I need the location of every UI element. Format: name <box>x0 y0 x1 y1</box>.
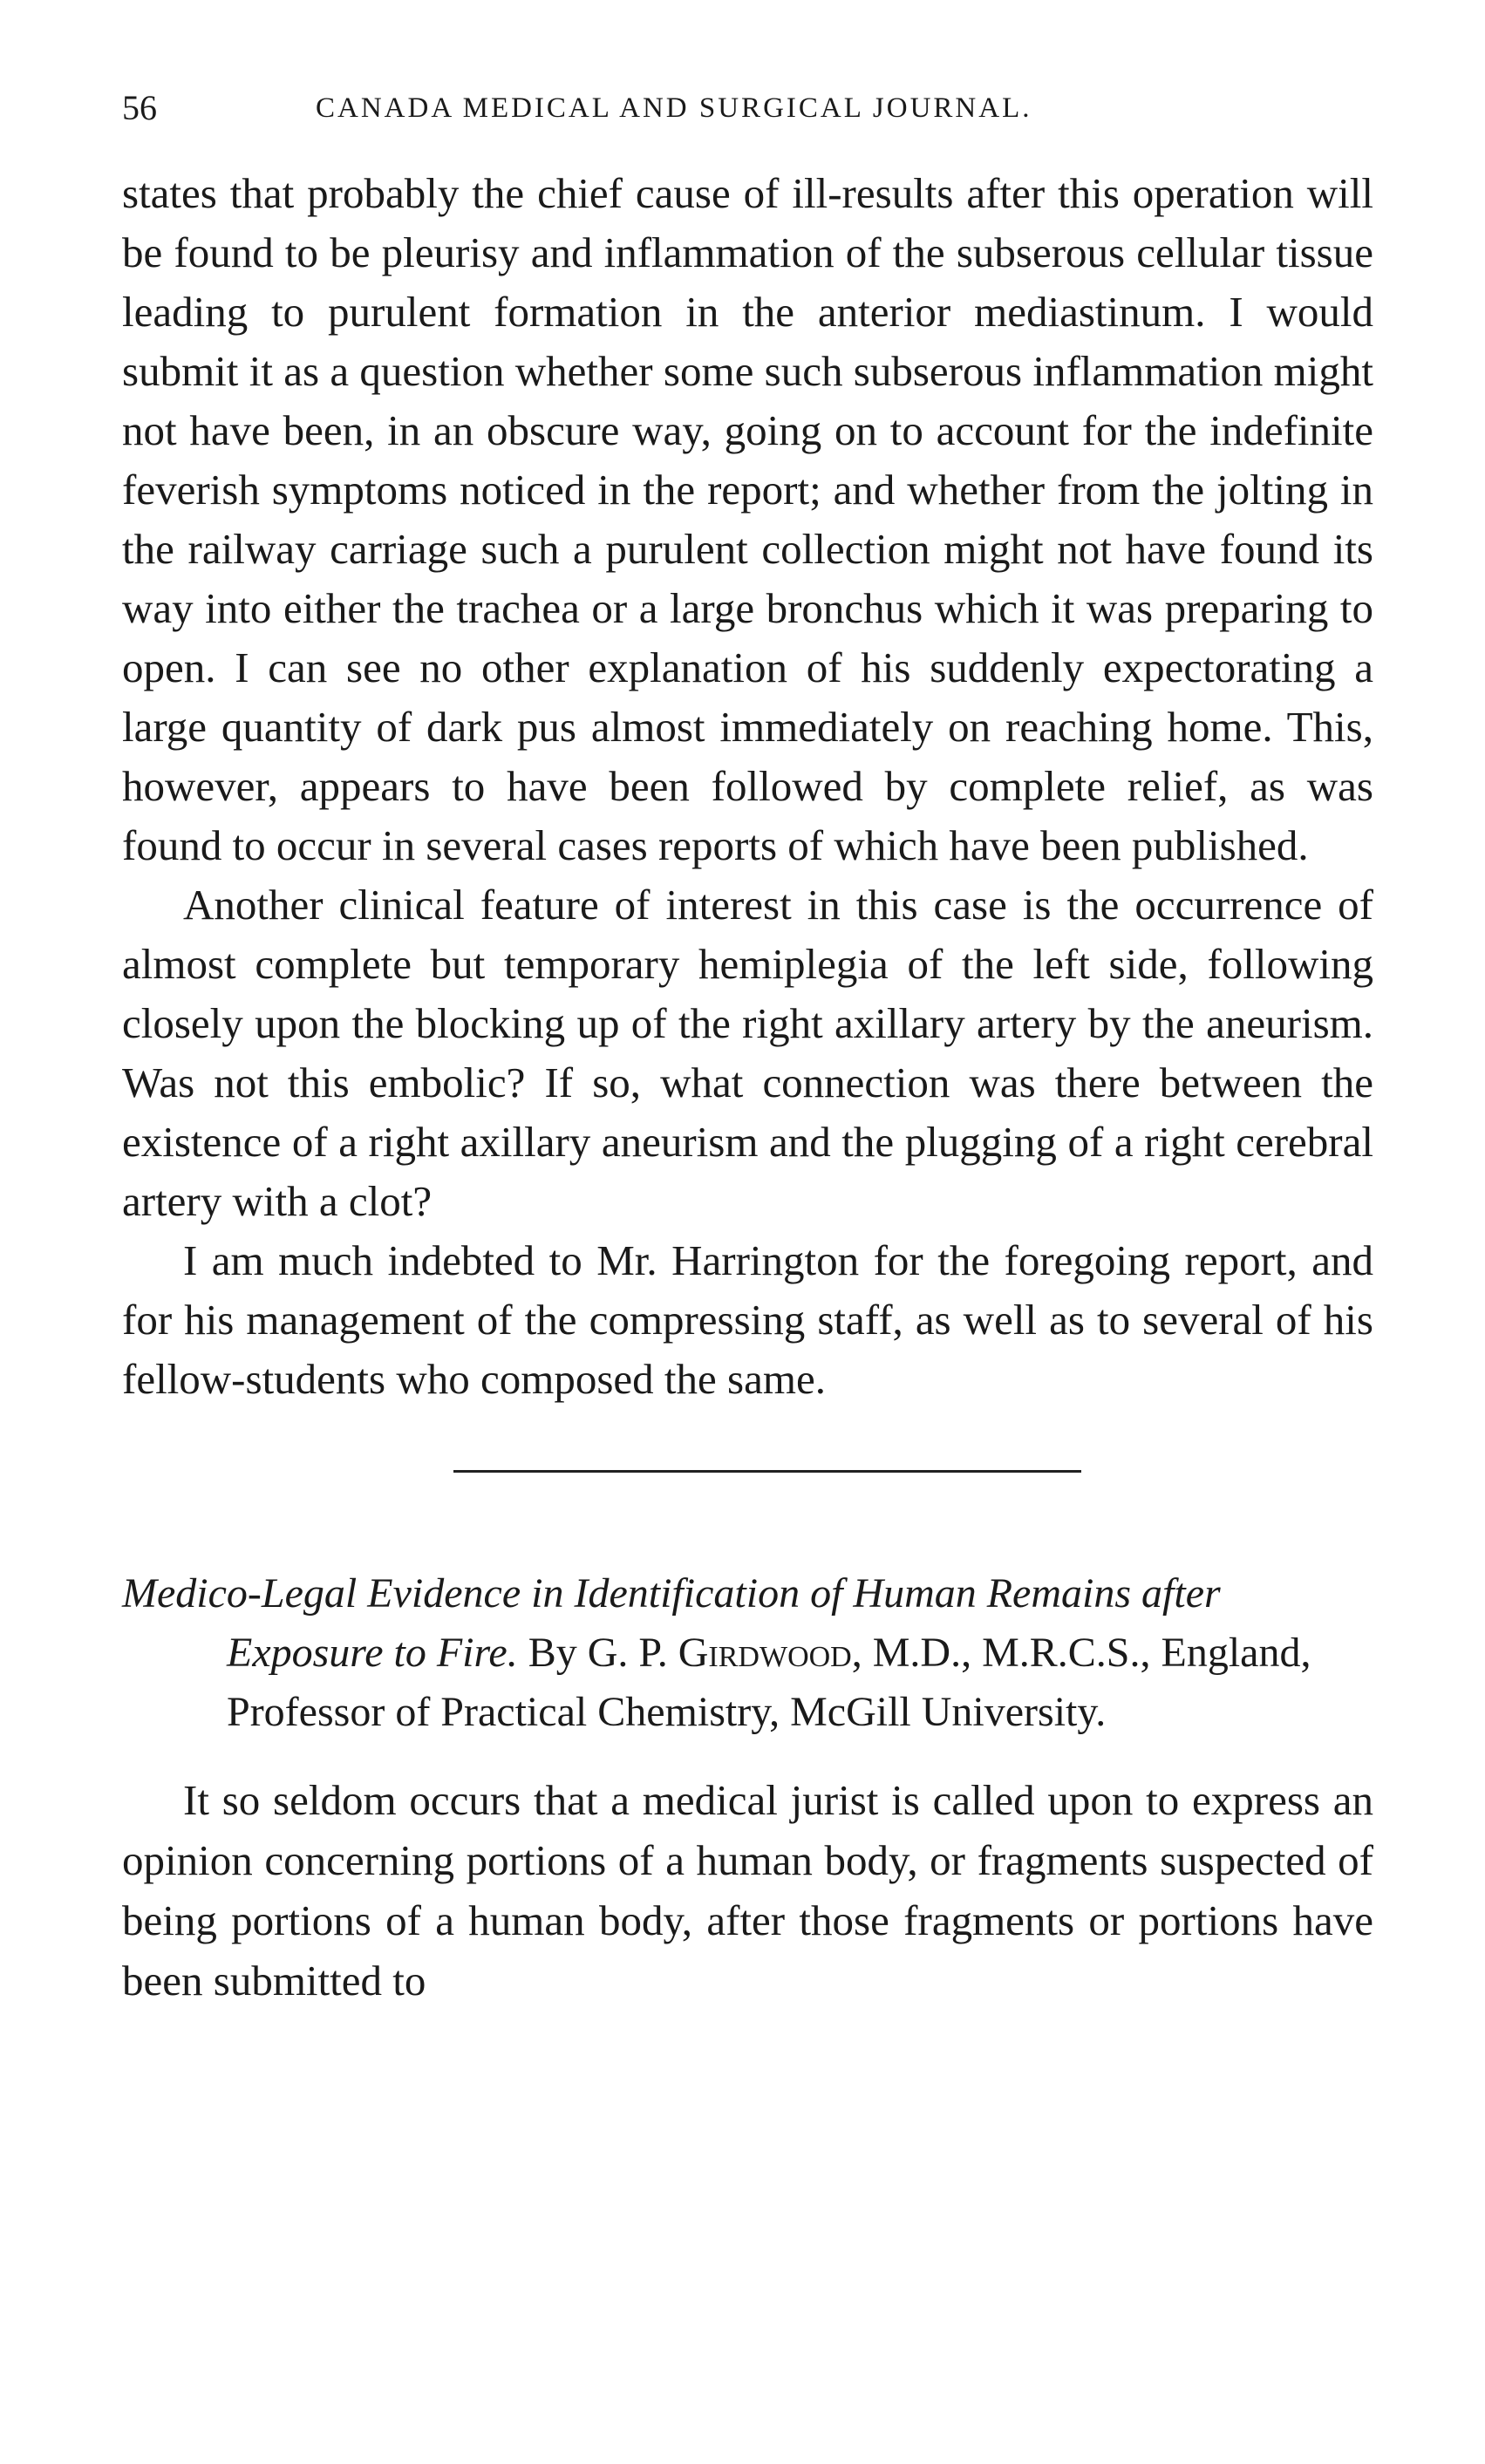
section-divider <box>453 1470 1081 1473</box>
previous-article-text <box>122 164 1373 1409</box>
paragraph-acknowledgement: I am much indebted to Mr. Harrington for the foregoing report, and for his management of the compressing staff, as well as to several of his fellow-students who composed the same. <box>122 1236 1373 1403</box>
journal-page <box>122 87 1373 2011</box>
paragraph-hemiplegia: Another clinical feature of interest in this case is the occurrence of almost complete but temporary hemiplegia of the left side, following closely upon the blocking up of the right axillary artery by the aneurism. Was not this embolic? If so, what connection was there between the existence of a right axillary aneurism and the plugging of a right cerebral artery with a clot? <box>122 881 1373 1225</box>
running-head <box>122 87 1373 140</box>
article-title: Medico-Legal Evidence in Identification of Human Remains after Exposure to Fire. <box>122 1570 1221 1676</box>
author-credentials: , M.D., M.R.C.S., England, Professor of Practical Chemistry, McGill University. <box>227 1630 1311 1735</box>
article-heading <box>122 1564 1373 1742</box>
article-opening-paragraph: It so seldom occurs that a medical jurist is called upon to express an opinion concerning portions of a human body, or fragments suspected of being portions of a human body, after those fragments or portions have been submitted to <box>122 1776 1373 2005</box>
byline-prefix: By G. P. <box>528 1630 668 1676</box>
author-surname: Girdwood <box>678 1630 852 1676</box>
journal-title: CANADA MEDICAL AND SURGICAL JOURNAL. <box>316 92 1032 124</box>
page-number: 56 <box>122 88 157 127</box>
paragraph-continued: states that probably the chief cause of ill-results after this operation will be found to be pleurisy and inflammation of the subserous cellular tissue leading to purulent formation in the anterior mediastinum. I would submit it as a question whether some such subserous inflammation might not have been, in an obscure way, going on to account for the indefinite feverish symptoms noticed in the report; and whether from the jolting in the railway carriage such a purulent collection might not have found its way into either the trachea or a large bronchus which it was preparing to open. I can see no other explanation of his suddenly expectorating a large quantity of dark pus almost immediately on reaching home. This, however, appears to have been followed by complete relief, as was found to occur in several cases reports of which have been published. <box>122 169 1373 869</box>
article-body <box>122 1770 1373 2011</box>
